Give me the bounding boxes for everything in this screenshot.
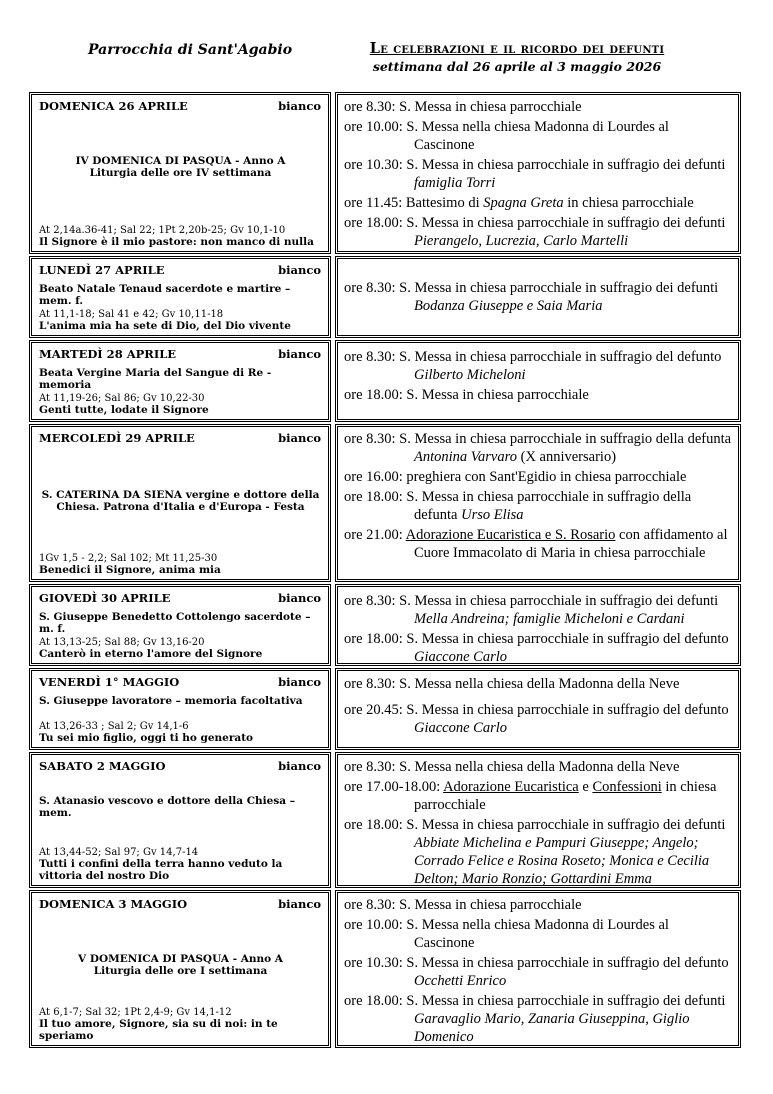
event-time: ore 10.00: xyxy=(344,119,403,135)
event-names: Gilberto Micheloni xyxy=(414,367,526,383)
event-time: ore 10.30: xyxy=(344,157,403,173)
event-text-after: in chiesa parrocchiale xyxy=(563,195,694,211)
liturgical-color: bianco xyxy=(278,431,321,445)
event-names: Bodanza Giuseppe e Saia Maria xyxy=(414,298,603,314)
event-item xyxy=(344,118,732,154)
saint-block xyxy=(39,695,322,707)
psalm-response: L'anima mia ha sete di Dio, del Dio vivente xyxy=(39,320,291,332)
day-info-cell xyxy=(29,890,331,1048)
event-names: Abbiate Michelina e Pampuri Giuseppe; Angelo; Corrado Felice e Rosina Roseto; Monica e Cecilia Delton; Mario Ronzio; Gottardini Emma xyxy=(414,835,710,887)
readings-block xyxy=(39,721,322,744)
event-time: ore 18.00: xyxy=(344,489,403,505)
event-names: famiglia Torri xyxy=(414,175,496,191)
saint-block xyxy=(39,283,322,307)
readings-line: At 13,44-52; Sal 97; Gv 14,7-14 xyxy=(39,847,199,858)
event-text-after: con affidamento al Cuore Immacolato di Maria in chiesa parrocchiale xyxy=(414,527,728,561)
day-info-cell xyxy=(29,584,331,666)
day-name: DOMENICA 3 MAGGIO xyxy=(39,897,188,911)
day-row xyxy=(29,92,741,254)
event-time: ore 16.00: xyxy=(344,469,403,485)
saint-name: S. Giuseppe Benedetto Cottolengo sacerdote – m. f. xyxy=(39,611,311,635)
event-text: S. Messa in chiesa parrocchiale in suffragio della defunta xyxy=(395,431,732,447)
event-time: ore 18.00: xyxy=(344,817,403,833)
day-info-cell xyxy=(29,92,331,254)
event-item xyxy=(344,214,732,250)
liturgical-color: bianco xyxy=(278,99,321,113)
psalm-response: Il Signore è il mio pastore: non manco di nulla xyxy=(39,236,314,248)
day-name: VENERDÌ 1° MAGGIO xyxy=(39,675,180,689)
saint-name: Beato Natale Tenaud sacerdote e martire – mem. f. xyxy=(39,283,291,307)
event-time: ore 8.30: xyxy=(344,759,396,775)
saint-name: IV DOMENICA DI PASQUA - Anno A xyxy=(75,155,286,167)
day-row xyxy=(29,256,741,338)
day-row xyxy=(29,890,741,1048)
event-time: ore 18.00: xyxy=(344,387,403,403)
events-cell xyxy=(335,424,741,582)
event-item xyxy=(344,279,732,315)
event-time: ore 10.30: xyxy=(344,955,403,971)
event-item xyxy=(344,896,732,914)
saint-name: S. Giuseppe lavoratore – memoria facoltativa xyxy=(39,695,303,707)
day-heading xyxy=(39,431,321,445)
day-info-cell xyxy=(29,424,331,582)
readings-block xyxy=(39,847,322,882)
event-text-after: in chiesa parrocchiale xyxy=(414,779,717,813)
event-item xyxy=(344,488,732,524)
event-time: ore 8.30: xyxy=(344,99,396,115)
event-item xyxy=(344,954,732,990)
day-name: MERCOLEDÌ 29 APRILE xyxy=(39,431,195,445)
events-cell xyxy=(335,92,741,254)
event-names: Urso Elisa xyxy=(461,507,524,523)
event-text: S. Messa in chiesa parrocchiale in suffragio dei defunti xyxy=(402,157,726,173)
event-text-mid: e xyxy=(578,779,593,795)
document-header xyxy=(352,40,682,74)
event-time: ore 8.30: xyxy=(344,280,396,296)
event-text: S. Messa in chiesa parrocchiale xyxy=(402,387,589,403)
psalm-response: Il tuo amore, Signore, sia su di noi: in te speriamo xyxy=(39,1018,278,1042)
readings-block xyxy=(39,1007,322,1042)
events-cell xyxy=(335,890,741,1048)
event-names: Pierangelo, Lucrezia, Carlo Martelli xyxy=(414,233,629,249)
event-item xyxy=(344,758,732,776)
event-text: S. Messa in chiesa parrocchiale in suffragio dei defunti xyxy=(395,593,719,609)
readings-block xyxy=(39,553,322,576)
psalm-response: Tu sei mio figlio, oggi ti ho generato xyxy=(39,732,254,744)
event-time: ore 10.00: xyxy=(344,917,403,933)
liturgy-week: Liturgia delle ore IV settimana xyxy=(89,167,272,179)
event-names: Occhetti Enrico xyxy=(414,973,507,989)
event-item xyxy=(344,630,732,666)
event-highlight: Adorazione Eucaristica xyxy=(443,779,579,795)
liturgy-week: Liturgia delle ore I settimana xyxy=(93,965,268,977)
event-names: Giaccone Carlo xyxy=(414,720,508,736)
event-item xyxy=(344,468,732,486)
document-title: Le celebrazioni e il ricordo dei defunti xyxy=(369,40,665,57)
liturgical-color: bianco xyxy=(278,591,321,605)
event-text: S. Messa nella chiesa della Madonna della Neve xyxy=(395,676,680,692)
events-cell xyxy=(335,752,741,888)
day-row xyxy=(29,424,741,582)
event-text: S. Messa in chiesa parrocchiale in suffragio del defunto xyxy=(395,349,722,365)
event-text: Battesimo di xyxy=(402,195,484,211)
event-names: Mella Andreina; famiglie Micheloni e Cardani xyxy=(414,611,685,627)
saint-block xyxy=(39,611,322,635)
event-time: ore 8.30: xyxy=(344,897,396,913)
liturgical-color: bianco xyxy=(278,263,321,277)
event-item xyxy=(344,194,732,212)
event-text: S. Messa in chiesa parrocchiale xyxy=(395,897,582,913)
event-text: S. Messa in chiesa parrocchiale in suffragio dei defunti xyxy=(402,215,726,231)
event-text: S. Messa in chiesa parrocchiale in suffragio dei defunti xyxy=(402,817,726,833)
event-item xyxy=(344,156,732,192)
event-time: ore 18.00: xyxy=(344,215,403,231)
day-heading xyxy=(39,759,321,773)
day-name: LUNEDÌ 27 APRILE xyxy=(39,263,165,277)
liturgical-color: bianco xyxy=(278,897,321,911)
day-info-cell xyxy=(29,752,331,888)
event-item xyxy=(344,386,732,404)
event-time: ore 8.30: xyxy=(344,676,396,692)
events-cell xyxy=(335,340,741,422)
event-item xyxy=(344,526,732,562)
event-highlight: Confessioni xyxy=(592,779,662,795)
day-row xyxy=(29,584,741,666)
events-cell xyxy=(335,668,741,750)
readings-line: At 13,26-33 ; Sal 2; Gv 14,1-6 xyxy=(39,721,189,732)
event-item xyxy=(344,701,732,737)
readings-block xyxy=(39,309,322,332)
day-info-cell xyxy=(29,668,331,750)
event-text: preghiera con Sant'Egidio in chiesa parrocchiale xyxy=(402,469,687,485)
saint-block xyxy=(39,489,322,513)
day-name: MARTEDÌ 28 APRILE xyxy=(39,347,177,361)
psalm-response: Canterò in eterno l'amore del Signore xyxy=(39,648,263,660)
saint-name: V DOMENICA DI PASQUA - Anno A xyxy=(78,953,283,965)
event-time: ore 8.30: xyxy=(344,349,396,365)
readings-line: At 6,1-7; Sal 32; 1Pt 2,4-9; Gv 14,1-12 xyxy=(39,1007,232,1018)
event-item xyxy=(344,778,732,814)
liturgical-color: bianco xyxy=(278,759,321,773)
day-row xyxy=(29,752,741,888)
event-time: ore 8.30: xyxy=(344,431,396,447)
event-item xyxy=(344,348,732,384)
saint-block xyxy=(39,367,322,391)
event-text: S. Messa in chiesa parrocchiale in suffragio dei defunti xyxy=(402,993,726,1009)
day-row xyxy=(29,668,741,750)
day-heading xyxy=(39,897,321,911)
event-item xyxy=(344,592,732,628)
day-heading xyxy=(39,99,321,113)
event-text: S. Messa in chiesa parrocchiale xyxy=(395,99,582,115)
event-names: Antonina Varvaro xyxy=(414,449,517,465)
event-names: Spagna Greta xyxy=(483,195,564,211)
readings-line: 1Gv 1,5 - 2,2; Sal 102; Mt 11,25-30 xyxy=(39,553,218,564)
saint-name: S. CATERINA DA SIENA vergine e dottore della Chiesa. Patrona d'Italia e d'Europa - Festa xyxy=(41,489,320,513)
readings-block xyxy=(39,393,322,416)
event-text: S. Messa in chiesa parrocchiale in suffragio del defunto xyxy=(402,955,729,971)
event-item xyxy=(344,992,732,1046)
liturgical-color: bianco xyxy=(278,347,321,361)
event-text: S. Messa in chiesa parrocchiale in suffragio della defunta xyxy=(402,489,692,523)
readings-block xyxy=(39,637,322,660)
readings-line: At 2,14a.36-41; Sal 22; 1Pt 2,20b-25; Gv 10,1-10 xyxy=(39,225,286,236)
event-text-after: (X anniversario) xyxy=(516,449,617,465)
day-name: GIOVEDÌ 30 APRILE xyxy=(39,591,171,605)
saint-block xyxy=(39,155,322,179)
event-time: ore 18.00: xyxy=(344,631,403,647)
event-text: S. Messa in chiesa parrocchiale in suffragio del defunto xyxy=(402,702,729,718)
day-info-cell xyxy=(29,256,331,338)
event-time: ore 8.30: xyxy=(344,593,396,609)
events-cell xyxy=(335,584,741,666)
event-item xyxy=(344,430,732,466)
document-subtitle: settimana dal 26 aprile al 3 maggio 2026 xyxy=(372,59,662,74)
day-info-cell xyxy=(29,340,331,422)
liturgical-color: bianco xyxy=(278,675,321,689)
saint-block xyxy=(39,953,322,977)
saint-name: Beata Vergine Maria del Sangue di Re - memoria xyxy=(39,367,272,391)
event-time: ore 11.45: xyxy=(344,195,403,211)
day-heading xyxy=(39,263,321,277)
event-text: S. Messa in chiesa parrocchiale in suffragio dei defunti xyxy=(395,280,719,296)
event-names: Giaccone Carlo xyxy=(414,649,508,665)
readings-line: At 13,13-25; Sal 88; Gv 13,16-20 xyxy=(39,637,205,648)
saint-name: S. Atanasio vescovo e dottore della Chiesa – mem. xyxy=(39,795,295,819)
saint-block xyxy=(39,795,322,819)
day-name: SABATO 2 MAGGIO xyxy=(39,759,166,773)
day-heading xyxy=(39,591,321,605)
event-time: ore 21.00: xyxy=(344,527,403,543)
event-text: S. Messa nella chiesa Madonna di Lourdes al Cascinone xyxy=(402,917,669,951)
event-text: S. Messa nella chiesa Madonna di Lourdes al Cascinone xyxy=(402,119,669,153)
event-time: ore 18.00: xyxy=(344,993,403,1009)
event-item xyxy=(344,916,732,952)
event-text: S. Messa in chiesa parrocchiale in suffragio del defunto xyxy=(402,631,729,647)
event-item xyxy=(344,98,732,116)
event-item xyxy=(344,675,732,693)
event-time: ore 17.00-18.00: xyxy=(344,779,441,795)
day-name: DOMENICA 26 APRILE xyxy=(39,99,188,113)
psalm-response: Genti tutte, lodate il Signore xyxy=(39,404,209,416)
day-heading xyxy=(39,675,321,689)
events-cell xyxy=(335,256,741,338)
event-text: S. Messa nella chiesa della Madonna della Neve xyxy=(395,759,680,775)
event-highlight: Adorazione Eucaristica e S. Rosario xyxy=(405,527,616,543)
readings-block xyxy=(39,225,322,248)
parish-name: Parrocchia di Sant'Agabio xyxy=(88,42,293,58)
readings-line: At 11,1-18; Sal 41 e 42; Gv 10,11-18 xyxy=(39,309,224,320)
psalm-response: Tutti i confini della terra hanno veduto la vittoria del nostro Dio xyxy=(39,858,283,882)
readings-line: At 11,19-26; Sal 86; Gv 10,22-30 xyxy=(39,393,205,404)
psalm-response: Benedici il Signore, anima mia xyxy=(39,564,221,576)
event-names: Garavaglio Mario, Zanaria Giuseppina, Giglio Domenico xyxy=(414,1011,690,1045)
day-heading xyxy=(39,347,321,361)
event-time: ore 20.45: xyxy=(344,702,403,718)
event-item xyxy=(344,816,732,888)
day-row xyxy=(29,340,741,422)
